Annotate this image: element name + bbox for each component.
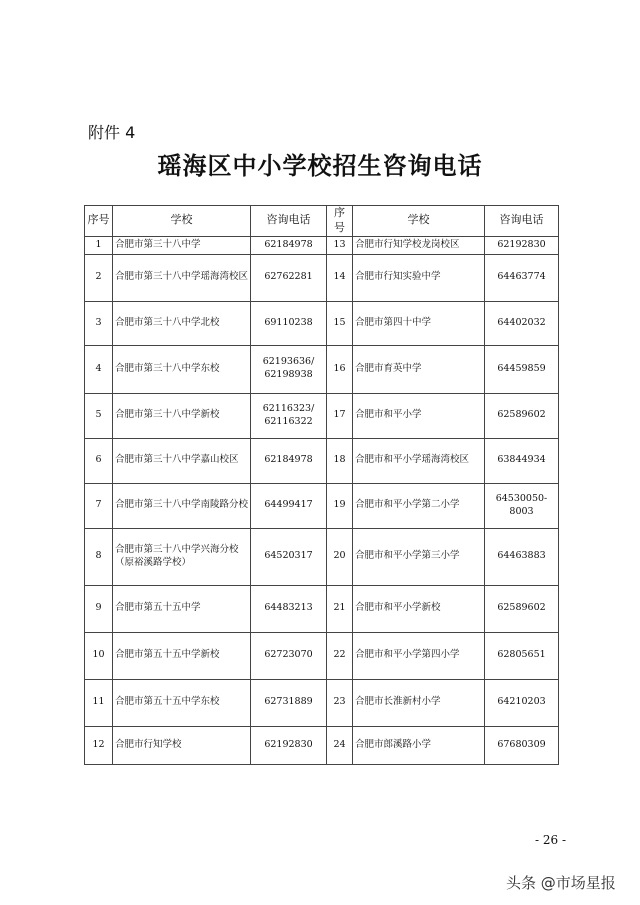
phone-number: 62762281	[251, 254, 327, 301]
phone-number: 69110238	[251, 301, 327, 345]
row-number: 5	[85, 393, 113, 438]
row-number: 18	[327, 438, 353, 483]
row-number: 16	[327, 345, 353, 393]
table-row	[85, 726, 559, 764]
row-number: 19	[327, 483, 353, 528]
row-number: 20	[327, 528, 353, 585]
school-name: 合肥市长淮新村小学	[353, 679, 485, 726]
row-number: 10	[85, 632, 113, 679]
phone-number: 67680309	[485, 726, 559, 764]
row-number: 23	[327, 679, 353, 726]
phone-number: 64463883	[485, 528, 559, 585]
table-row	[85, 236, 559, 254]
school-name: 合肥市第三十八中学嘉山校区	[113, 438, 251, 483]
school-name: 合肥市第三十八中学	[113, 236, 251, 254]
page-title: 瑶海区中小学校招生咨询电话	[157, 152, 483, 180]
phone-number: 64483213	[251, 585, 327, 632]
school-name: 合肥市和平小学第四小学	[353, 632, 485, 679]
table-row	[85, 345, 559, 393]
row-number: 13	[327, 236, 353, 254]
table-row	[85, 632, 559, 679]
table-row	[85, 393, 559, 438]
table-row	[85, 679, 559, 726]
table-row	[85, 438, 559, 483]
school-name: 合肥市第三十八中学南陵路分校	[113, 483, 251, 528]
phone-number: 62589602	[485, 393, 559, 438]
phone-number: 62193636/ 62198938	[251, 345, 327, 393]
page-number: - 26 -	[535, 833, 567, 847]
school-name: 合肥市和平小学第三小学	[353, 528, 485, 585]
phone-number: 62805651	[485, 632, 559, 679]
phone-number: 64499417	[251, 483, 327, 528]
phone-number: 62184978	[251, 438, 327, 483]
row-number: 22	[327, 632, 353, 679]
school-name: 合肥市行知实验中学	[353, 254, 485, 301]
row-number: 12	[85, 726, 113, 764]
table-header-row	[85, 206, 559, 237]
row-number: 1	[85, 236, 113, 254]
row-number: 21	[327, 585, 353, 632]
row-number: 4	[85, 345, 113, 393]
row-number: 14	[327, 254, 353, 301]
school-name: 合肥市育英中学	[353, 345, 485, 393]
school-name: 合肥市第三十八中学北校	[113, 301, 251, 345]
school-name: 合肥市第五十五中学	[113, 585, 251, 632]
row-number: 7	[85, 483, 113, 528]
header-school: 学校	[353, 206, 485, 237]
school-name: 合肥市和平小学瑶海湾校区	[353, 438, 485, 483]
phone-number: 63844934	[485, 438, 559, 483]
attachment-label: 附件 4	[88, 123, 136, 142]
school-name: 合肥市和平小学	[353, 393, 485, 438]
watermark: 头条 @市场星报	[506, 874, 616, 892]
school-name: 合肥市第三十八中学东校	[113, 345, 251, 393]
header-no: 序号	[85, 206, 113, 237]
row-number: 2	[85, 254, 113, 301]
phone-number: 62589602	[485, 585, 559, 632]
phone-number: 64459859	[485, 345, 559, 393]
school-name: 合肥市第三十八中学瑶海湾校区	[113, 254, 251, 301]
phone-number: 62184978	[251, 236, 327, 254]
school-name: 合肥市行知学校	[113, 726, 251, 764]
table-row	[85, 528, 559, 585]
phone-number: 64520317	[251, 528, 327, 585]
table-row	[85, 254, 559, 301]
row-number: 9	[85, 585, 113, 632]
phone-number: 64210203	[485, 679, 559, 726]
header-phone: 咨询电话	[485, 206, 559, 237]
phone-number: 62723070	[251, 632, 327, 679]
row-number: 3	[85, 301, 113, 345]
contact-table	[84, 205, 559, 765]
phone-number: 62192830	[251, 726, 327, 764]
school-name: 合肥市和平小学第二小学	[353, 483, 485, 528]
table-row	[85, 483, 559, 528]
row-number: 24	[327, 726, 353, 764]
phone-number: 62116323/ 62116322	[251, 393, 327, 438]
table-row	[85, 585, 559, 632]
phone-number: 64463774	[485, 254, 559, 301]
school-name: 合肥市和平小学新校	[353, 585, 485, 632]
row-number: 15	[327, 301, 353, 345]
phone-number: 64530050-8003	[485, 483, 559, 528]
header-no: 序号	[327, 206, 353, 237]
header-phone: 咨询电话	[251, 206, 327, 237]
school-name: 合肥市第三十八中学兴海分校（原裕溪路学校）	[113, 528, 251, 585]
phone-number: 64402032	[485, 301, 559, 345]
row-number: 11	[85, 679, 113, 726]
school-name: 合肥市第三十八中学新校	[113, 393, 251, 438]
school-name: 合肥市郎溪路小学	[353, 726, 485, 764]
table-row	[85, 301, 559, 345]
row-number: 8	[85, 528, 113, 585]
row-number: 6	[85, 438, 113, 483]
school-name: 合肥市行知学校龙岗校区	[353, 236, 485, 254]
school-name: 合肥市第五十五中学东校	[113, 679, 251, 726]
school-name: 合肥市第五十五中学新校	[113, 632, 251, 679]
phone-number: 62731889	[251, 679, 327, 726]
phone-number: 62192830	[485, 236, 559, 254]
school-name: 合肥市第四十中学	[353, 301, 485, 345]
row-number: 17	[327, 393, 353, 438]
header-school: 学校	[113, 206, 251, 237]
